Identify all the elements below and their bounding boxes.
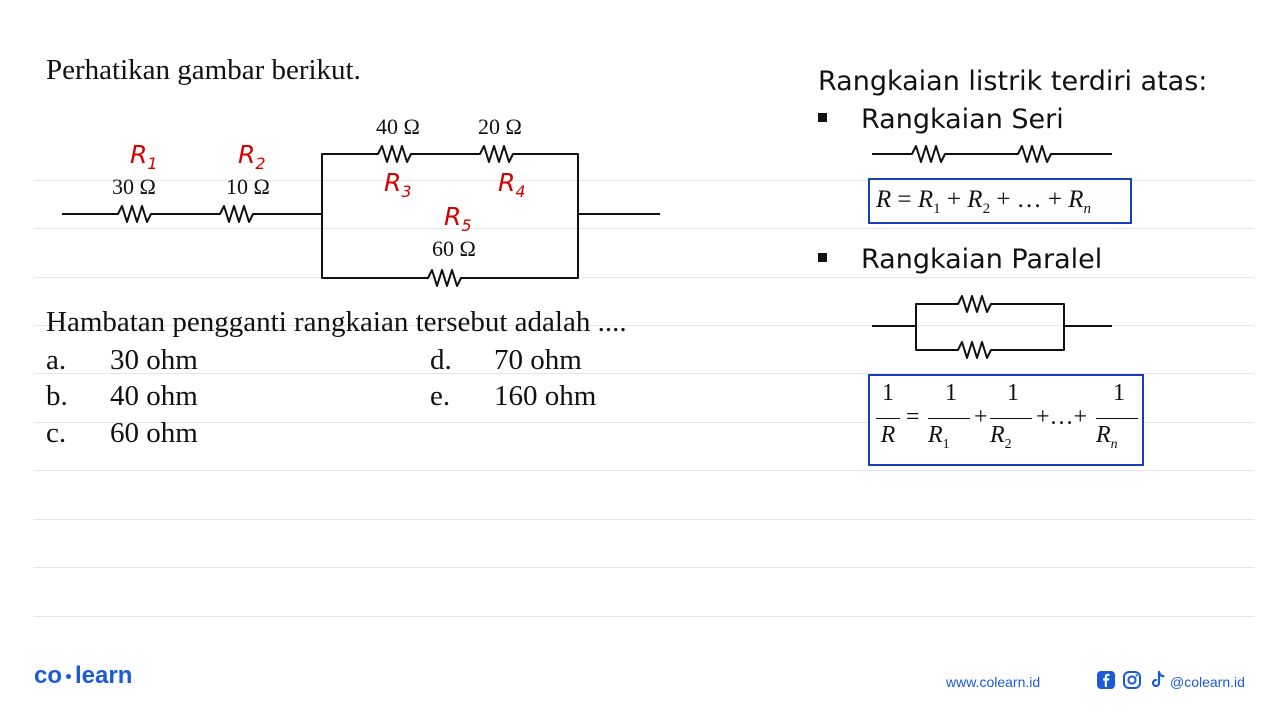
resistor-label-r5: $R_5$ <box>444 202 472 235</box>
resistor-label-r3: $R_3$ <box>384 168 412 201</box>
series-heading: Rangkaian Seri <box>818 104 1064 135</box>
parallel-formula-box: 1 R = 1 $R_1$ + 1 $R_2$ +…+ 1 $R_n$ <box>868 374 1144 466</box>
series-formula-box: $R = R_1 + R_2$ + … + $R_n$ <box>868 178 1132 224</box>
footer-url[interactable]: www.colearn.id <box>946 674 1041 690</box>
resistor-label-r4: $R_4$ <box>498 168 526 201</box>
resistor-value-r1: 30 Ω <box>112 174 156 199</box>
notes-title: Rangkaian listrik terdiri atas: <box>818 66 1208 97</box>
parallel-heading: Rangkaian Paralel <box>818 244 1102 275</box>
option-e[interactable]: e. 160 ohm <box>430 380 597 412</box>
resistor-value-r5: 60 Ω <box>432 236 476 261</box>
instagram-icon[interactable] <box>1122 670 1142 690</box>
resistor-value-r3: 40 Ω <box>376 114 420 139</box>
option-b[interactable]: b. 40 ohm <box>46 380 198 412</box>
bullet-icon <box>818 113 827 122</box>
footer-handle[interactable]: @colearn.id <box>1170 674 1245 690</box>
option-a[interactable]: a. 30 ohm <box>46 344 198 376</box>
option-c[interactable]: c. 60 ohm <box>46 417 198 449</box>
resistor-label-r1: $R_1$ <box>130 140 158 173</box>
question-intro: Perhatikan gambar berikut. <box>46 54 361 86</box>
resistor-value-r2: 10 Ω <box>226 174 270 199</box>
resistor-value-r4: 20 Ω <box>478 114 522 139</box>
tiktok-icon[interactable] <box>1148 670 1168 690</box>
bullet-icon <box>818 253 827 262</box>
resistor-label-r2: $R_2$ <box>238 140 266 173</box>
option-d[interactable]: d. 70 ohm <box>430 344 582 376</box>
colearn-logo: co learn <box>34 662 133 689</box>
question-prompt: Hambatan pengganti rangkaian tersebut adalah .... <box>46 306 627 338</box>
facebook-icon[interactable] <box>1096 670 1116 690</box>
